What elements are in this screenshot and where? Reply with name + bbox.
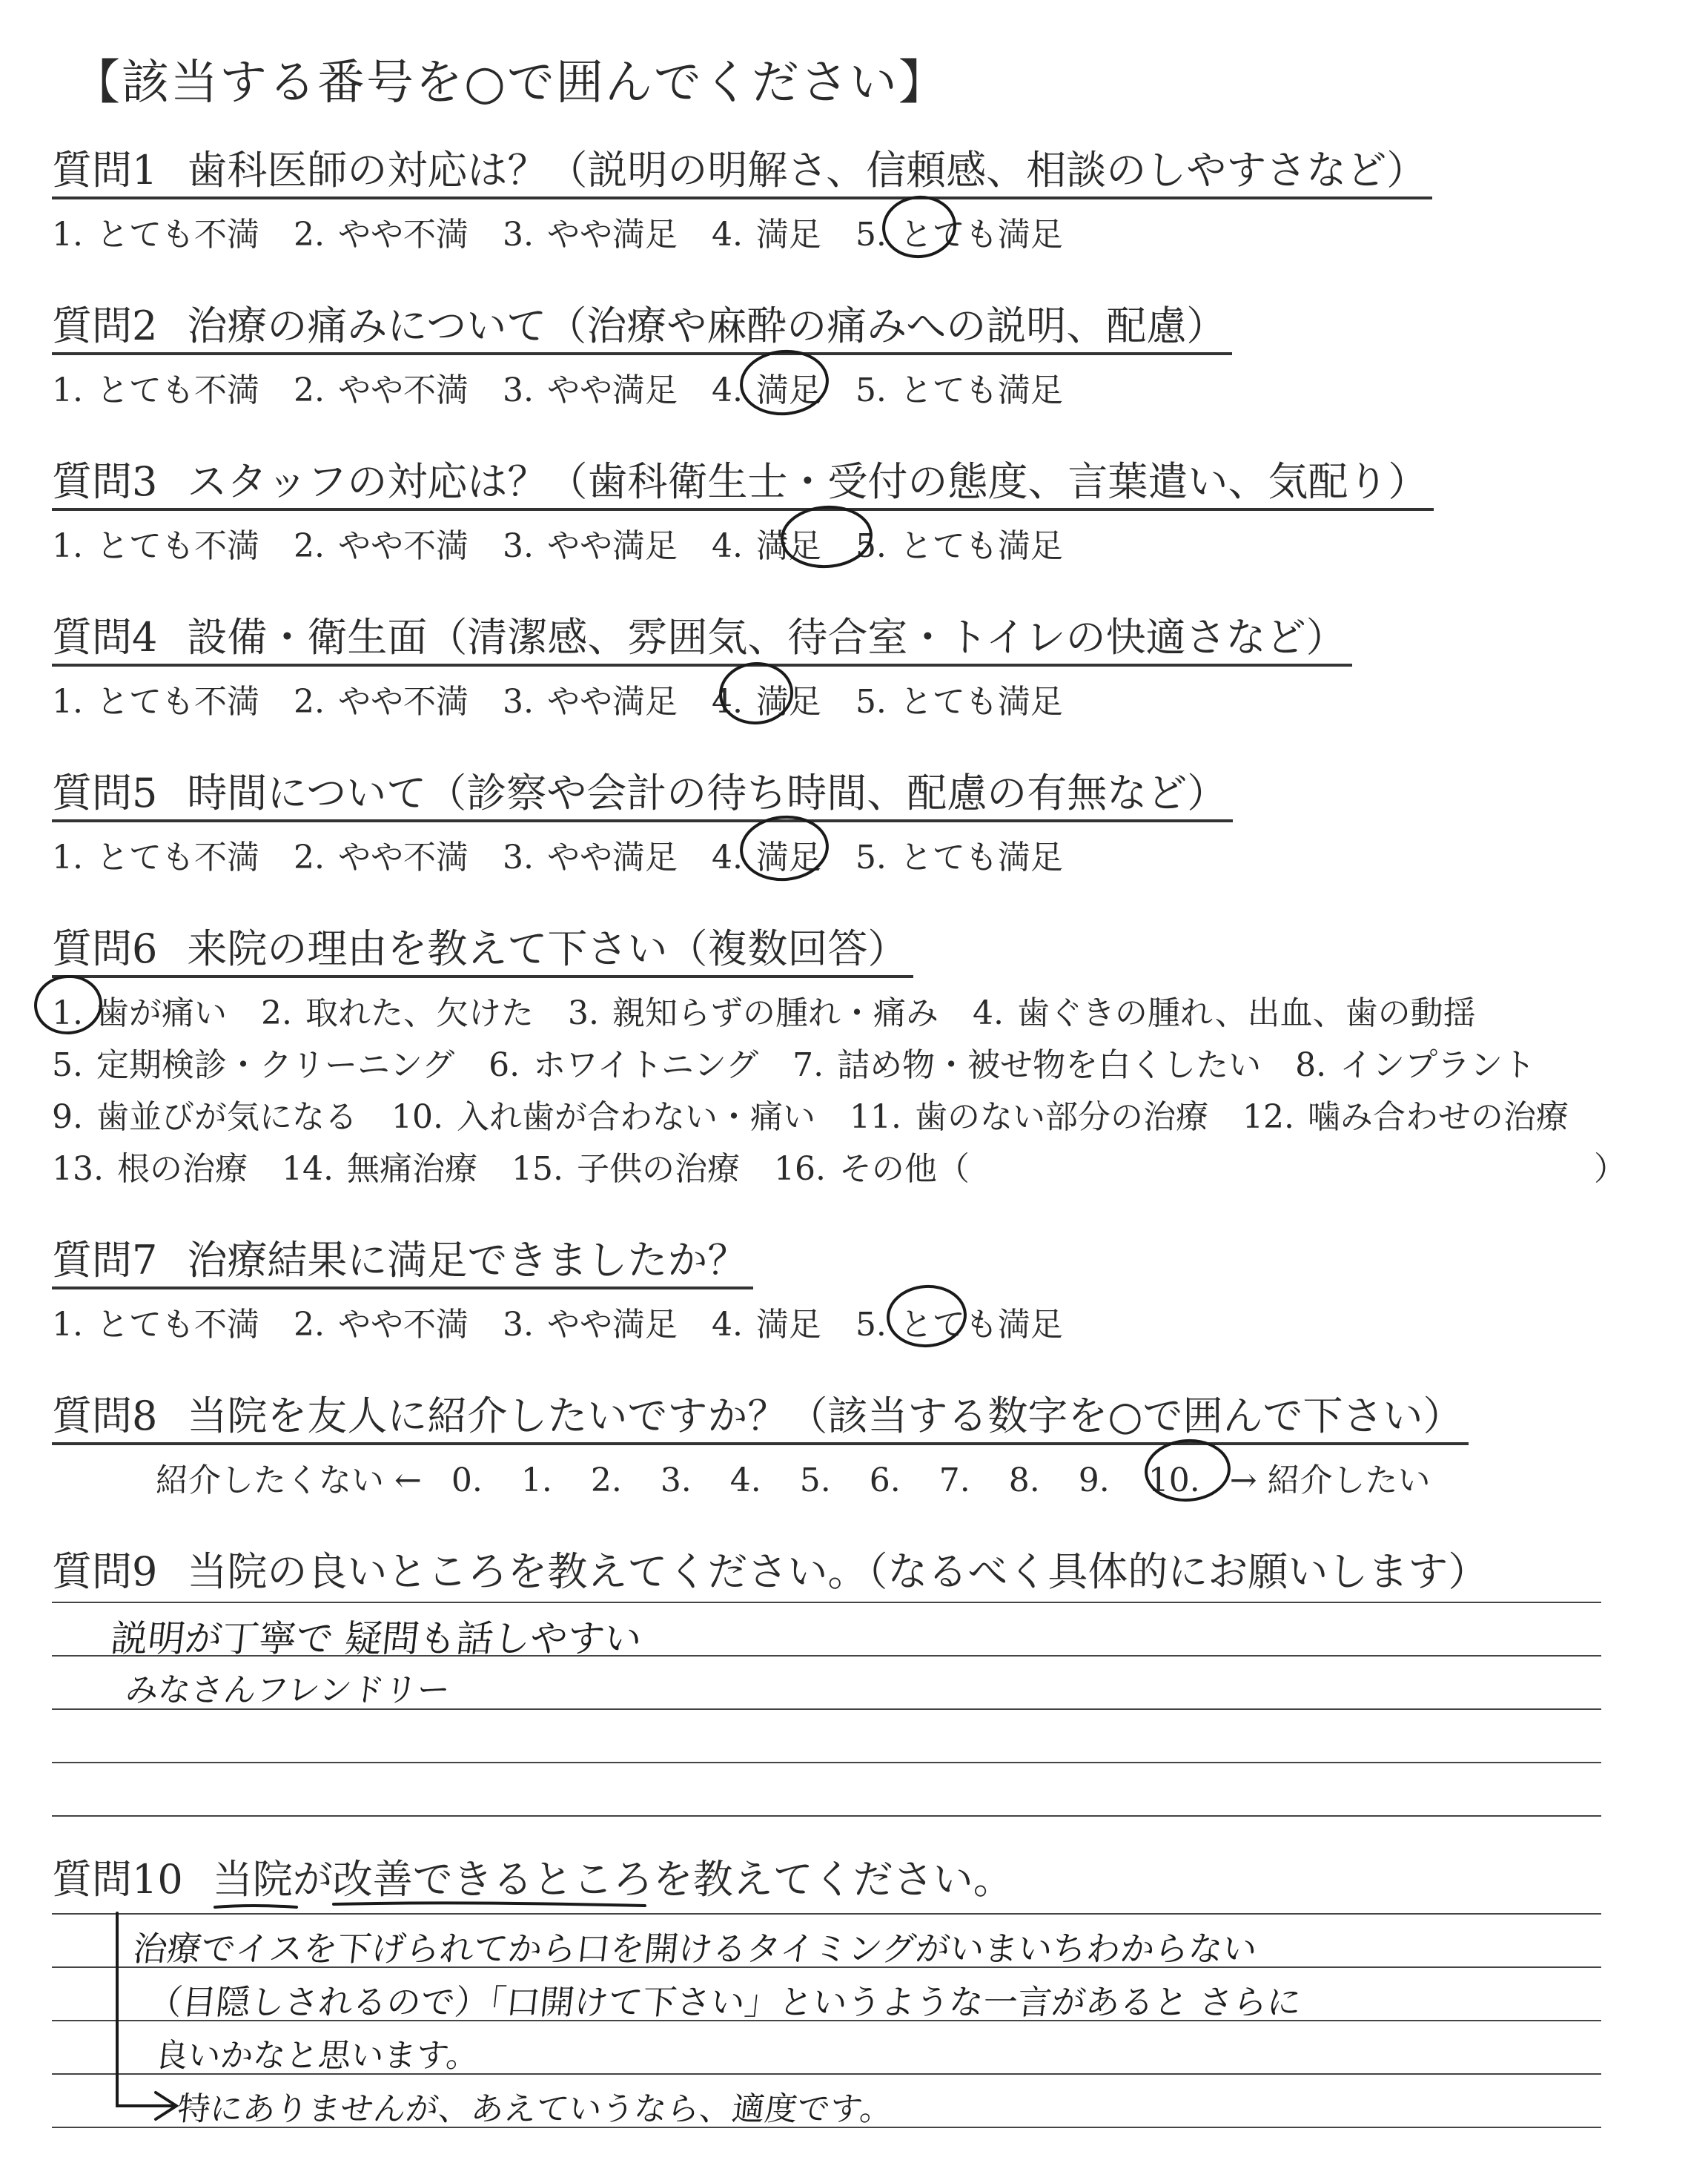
q3-option-4[interactable]: 4. 満足 [711,527,821,565]
question-2-label: 質問2 [52,303,158,349]
question-8-title [52,1390,1469,1445]
q8-score-4[interactable]: 4. [729,1462,761,1499]
question-6-text: 来院の理由を教えて下さい（複数回答） [187,925,908,972]
q6-option-1[interactable]: 1. 歯が痛い [52,994,227,1032]
question-9-label: 質問9 [52,1548,158,1595]
q7-option-5[interactable]: 5. とても満足 [855,1306,1063,1344]
question-3-label: 質問3 [52,458,158,505]
question-2-title [52,300,1232,355]
question-4-text: 設備・衛生面（清潔感、雰囲気、待合室・トイレの快適さなど） [187,614,1346,661]
question-7-options [52,1298,1097,1345]
q4-option-1[interactable]: 1. とても不満 [52,683,259,721]
q8-right-label: → 紹介したい [1229,1462,1431,1499]
q1-option-3[interactable]: 3. やや満足 [502,216,678,254]
question-3-options [52,519,1097,567]
q5-option-3[interactable]: 3. やや満足 [502,839,678,876]
question-4-title [52,612,1352,667]
q6-option-13[interactable]: 13. 根の治療 [52,1150,248,1188]
q3-option-3[interactable]: 3. やや満足 [502,527,678,565]
question-3-title [52,456,1434,511]
q6-row-4 [52,1142,1004,1189]
q2-option-2[interactable]: 2. やや不満 [293,371,469,409]
q1-option-5[interactable]: 5. とても満足 [855,216,1063,254]
question-6-title [52,923,913,978]
question-1-options [52,208,1097,255]
q6-option-8[interactable]: 8. インプラント [1295,1046,1536,1084]
question-8-text: 当院を友人に紹介したいですか？（該当する数字を○で囲んで下さい） [187,1393,1463,1439]
q7-option-4[interactable]: 4. 満足 [711,1306,821,1344]
q10-underline-1 [215,1906,297,1907]
q4-option-5[interactable]: 5. とても満足 [855,683,1063,721]
q1-option-1[interactable]: 1. とても不満 [52,216,259,254]
q8-score-9[interactable]: 9. [1078,1462,1110,1499]
question-10-title [52,1854,1013,1906]
q10-answer-line-3: 良いかなと思います。 [153,2037,481,2075]
q6-row-3 [52,1090,1603,1137]
q6-row-1 [52,986,1510,1034]
question-10-label: 質問10 [52,1856,183,1903]
question-7-text: 治療結果に満足できましたか？ [187,1237,748,1284]
q4-option-4[interactable]: 4. 満足 [711,683,821,721]
q7-option-2[interactable]: 2. やや不満 [293,1306,469,1344]
q8-left-label: 紹介したくない ← [156,1462,422,1499]
q8-score-0[interactable]: 0. [451,1462,483,1499]
q10-answer-line-4: 特にありませんが、あえていうなら、適度です。 [175,2090,895,2128]
q9-answer-line-2: みなさんフレンドリー [123,1671,452,1709]
q6-option-11[interactable]: 11. 歯のない部分の治療 [849,1098,1208,1136]
q8-score-8[interactable]: 8. [1008,1462,1040,1499]
question-5-options [52,830,1097,878]
q6-option-12[interactable]: 12. 噛み合わせの治療 [1242,1098,1569,1136]
question-2-text: 治療の痛みについて（治療や麻酔の痛みへの説明、配慮） [187,303,1227,349]
q2-option-3[interactable]: 3. やや満足 [502,371,678,409]
question-5-title [52,767,1233,822]
question-9-text: 当院の良いところを教えてください。（なるべく具体的にお願いします） [187,1548,1489,1595]
question-4-options [52,675,1097,722]
q3-option-1[interactable]: 1. とても不満 [52,527,259,565]
q1-option-2[interactable]: 2. やや不満 [293,216,469,254]
q5-option-2[interactable]: 2. やや不満 [293,839,469,876]
question-9-title [52,1546,1488,1598]
q2-option-5[interactable]: 5. とても満足 [855,371,1063,409]
q6-option-10[interactable]: 10. 入れ歯が合わない・痛い [391,1098,815,1136]
q6-option-7[interactable]: 7. 詰め物・被せ物を白くしたい [792,1046,1262,1084]
question-4-label: 質問4 [52,614,158,661]
q1-option-4[interactable]: 4. 満足 [711,216,821,254]
q8-score-7[interactable]: 7. [939,1462,970,1499]
question-5-text: 時間について（診察や会計の待ち時間、配慮の有無など） [187,770,1228,816]
q10-answer-line-1: 治療でイスを下げられてから口を開けるタイミングがいまいちわからない [130,1929,1260,1969]
q8-score-3[interactable]: 3. [660,1462,692,1499]
q9-answer-line-1: 説明が丁寧で 疑問も話しやすい [108,1617,644,1660]
q6-option-15[interactable]: 15. 子供の治療 [511,1150,740,1188]
question-1-label: 質問1 [52,147,158,194]
q6-option-9[interactable]: 9. 歯並びが気になる [52,1098,357,1136]
q3-option-5[interactable]: 5. とても満足 [855,527,1063,565]
q8-score-10[interactable]: 10. [1148,1462,1200,1499]
q3-option-2[interactable]: 2. やや不満 [293,527,469,565]
q6-option-14[interactable]: 14. 無痛治療 [281,1150,477,1188]
question-2-options [52,363,1097,411]
question-1-text: 歯科医師の対応は？（説明の明解さ、信頼感、相談のしやすさなど） [187,147,1427,194]
question-8-label: 質問8 [52,1393,158,1439]
answer-line [52,1762,1601,1763]
answer-line [52,1602,1601,1603]
q6-option-5[interactable]: 5. 定期検診・クリーニング [52,1046,455,1084]
q2-option-4[interactable]: 4. 満足 [711,371,821,409]
q5-option-5[interactable]: 5. とても満足 [855,839,1063,876]
answer-line [52,1913,1601,1915]
question-1-title [52,145,1432,199]
question-7-label: 質問7 [52,1237,158,1284]
q4-option-2[interactable]: 2. やや不満 [293,683,469,721]
question-3-text: スタッフの対応は？（歯科衛生士・受付の態度、言葉遣い、気配り） [187,458,1429,505]
q8-score-2[interactable]: 2. [590,1462,622,1499]
q10-answer-line-2: （目隠しされるので）「口開けて下さい」というような一言があると さらに [145,1982,1304,2022]
q2-option-1[interactable]: 1. とても不満 [52,371,259,409]
q8-score-1[interactable]: 1. [520,1462,552,1499]
q8-score-5[interactable]: 5. [799,1462,831,1499]
q5-option-1[interactable]: 1. とても不満 [52,839,259,876]
q5-option-4[interactable]: 4. 満足 [711,839,821,876]
q6-option-3[interactable]: 3. 親知らずの腫れ・痛み [567,994,939,1032]
q6-option-2[interactable]: 2. 取れた、欠けた [260,994,534,1032]
question-7-title [52,1235,753,1289]
question-10-text: 当院が改善できるところを教えてください。 [212,1856,1013,1903]
q6-other-close-paren: ） [1594,1150,1626,1188]
q8-scale-row [156,1453,1465,1501]
q4-option-3[interactable]: 3. やや満足 [502,683,678,721]
q7-option-1[interactable]: 1. とても不満 [52,1306,259,1344]
question-5-label: 質問5 [52,770,158,816]
q7-option-3[interactable]: 3. やや満足 [502,1306,678,1344]
q6-option-6[interactable]: 6. ホワイトニング [489,1046,759,1084]
question-6-label: 質問6 [52,925,158,972]
form-header: 【該当する番号を○で囲んでください】 [73,56,947,110]
q6-option-4[interactable]: 4. 歯ぐきの腫れ、出血、歯の動揺 [972,994,1476,1032]
q6-option-16[interactable]: 16. その他（ [773,1150,970,1188]
q8-score-6[interactable]: 6. [869,1462,901,1499]
answer-line [52,1815,1601,1817]
q6-row-2 [52,1038,1569,1086]
